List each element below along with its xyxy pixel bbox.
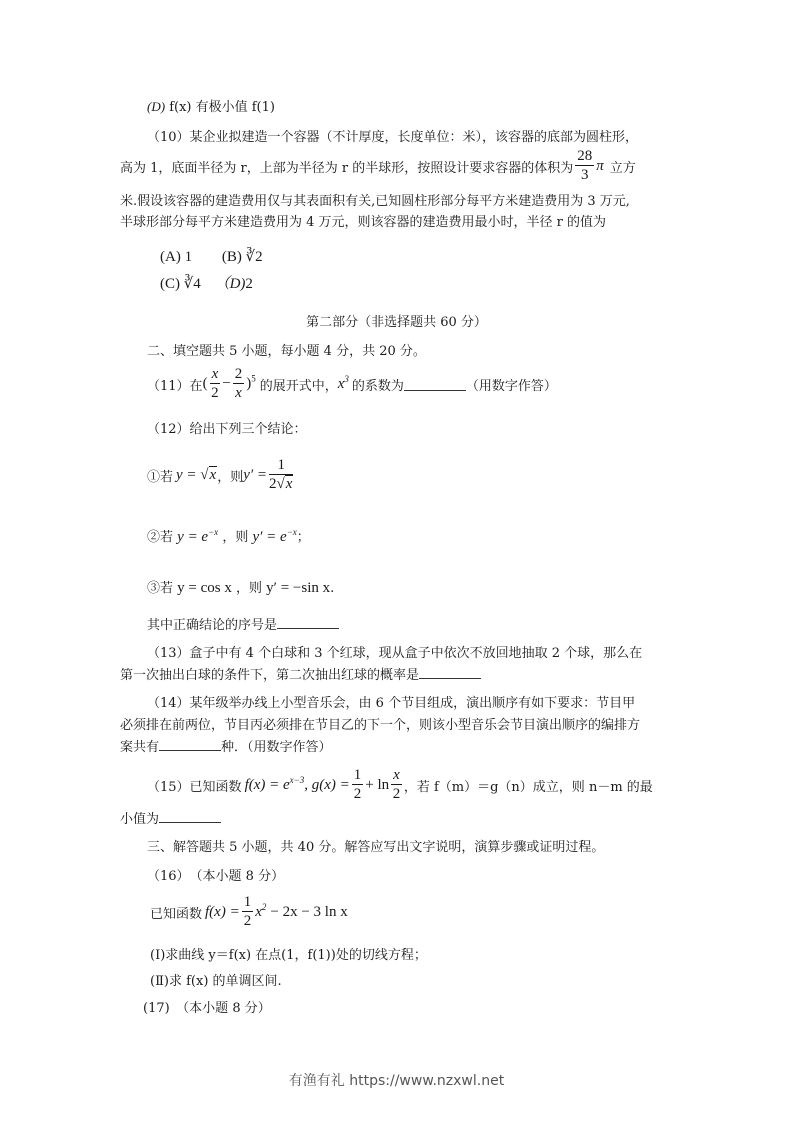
- q10-line3: 米.假设该容器的建造费用仅与其表面积有关,已知圆柱形部分每平方米建造费用为 3 万元,: [120, 194, 630, 209]
- q14-line2: 必须排在前两位，节目丙必须排在节目乙的下一个，则该小型音乐会节目演出顺序的编排方: [120, 718, 641, 733]
- q10-option-a: (A) 1: [160, 249, 193, 265]
- q16-part2: (Ⅱ)求 f(x) 的单调区间.: [150, 974, 282, 989]
- q15-answer-blank[interactable]: [159, 810, 221, 823]
- q15-line1: （15） 已知函数 $f(x) = e^{x-3}$ , g(x) = $\frac{1}{2}$ + ln $\frac{x}{2}$ ，若 f（m）＝g（n）成立，则 n－m 的最: [147, 767, 653, 802]
- q12-answer-blank[interactable]: [277, 616, 339, 629]
- q12-answer: 其中正确结论的序号是: [147, 614, 339, 633]
- q11-answer-blank[interactable]: [404, 378, 466, 391]
- q10-text-2: 高为 1，底面半径为 r，上部为半径为 r 的半球形，按照设计要求容器的体积为: [120, 160, 574, 176]
- q11-post: 的系数为: [351, 378, 404, 394]
- q16-header: （16） （本小题 8 分）: [147, 869, 285, 884]
- q12-conclusion-1: ①若 y = √x ，则 y′ = $\frac{1}{2√x}$: [147, 457, 293, 492]
- q10-volume-denominator: 3: [580, 167, 589, 183]
- q10-line1: [147, 126, 638, 145]
- q9-option-d: [147, 96, 275, 115]
- section3-heading: 三、解答题共 5 小题，共 40 分。解答应写出文字说明，演算步骤或证明过程。: [147, 840, 605, 855]
- part2-title: 第二部分（非选择题共 60 分）: [306, 315, 487, 330]
- q13-line2: 第一次抽出白球的条件下，第二次抽出红球的概率是: [120, 664, 481, 683]
- q14-answer-blank[interactable]: [159, 738, 221, 751]
- footer-watermark: 有渔有礼 https://www.nzxwl.net: [288, 1073, 505, 1089]
- q15-line2: 小值为: [120, 808, 221, 827]
- q14-line3: 案共有 种．（用数字作答）: [120, 740, 332, 755]
- q13-answer-blank[interactable]: [419, 666, 481, 679]
- q17-header: (17) （本小题 8 分）: [143, 1001, 271, 1016]
- q9-option-d-text: f(x) 有极小值 f(1): [169, 100, 275, 115]
- q10-option-b: (B) ∛2: [221, 249, 263, 265]
- q10-options-row1: [160, 247, 263, 266]
- q14-line1: （14）某年级举办线上小型音乐会，由 6 个节目组成，演出顺序有如下要求：节目甲: [147, 696, 636, 711]
- q12-intro: （12）给出下列三个结论：: [147, 422, 307, 437]
- q11-mid: 的展开式中，: [259, 378, 338, 394]
- q11-expression: ( $\frac{x}{2}$ − $\frac{2}{x}$ )$^5$: [202, 366, 256, 401]
- q11-pre: 在: [189, 378, 203, 394]
- q12-conclusion-3: ③若 y = cos x ，则 y′ = −sin x.: [147, 580, 335, 596]
- q10-line2: [120, 146, 636, 186]
- q13-line1: （13）盒子中有 4 个白球和 3 个红球，现从盒子中依次不放回地抽取 2 个球，那么在: [147, 646, 643, 661]
- q16-part1: (Ⅰ)求曲线 y＝f(x) 在点(1，f(1))处的切线方程；: [150, 948, 427, 963]
- q10-text-1: 某企业拟建造一个容器（不计厚度，长度单位：米），该容器的底部为圆柱形，: [189, 130, 639, 145]
- q11-number: （11）: [147, 378, 190, 394]
- q10-volume-numerator: 28: [577, 148, 593, 164]
- q10-option-c: (C) ∛4: [160, 276, 201, 292]
- q10-number: （10）: [147, 130, 190, 145]
- q10-text-2b: 立方: [609, 160, 636, 176]
- section2-heading: 二、填空题共 5 小题，每小题 4 分，共 20 分。: [147, 344, 426, 359]
- q10-option-d: （D)2: [214, 276, 253, 292]
- q12-conclusion-2: ②若 $y = e^{-x}$ ，则 $y' = e^{-x}$；: [147, 527, 310, 545]
- q11-note: （用数字作答）: [465, 378, 557, 394]
- q10-options-row2: [160, 272, 253, 293]
- q9-option-d-label: (D): [147, 99, 166, 114]
- q16-given: 已知函数 f(x) = $\frac{1}{2}$ $x^2$ − 2x − 3 ln x: [150, 894, 348, 929]
- q10-pi: π: [596, 157, 604, 174]
- q10-line4: 半球形部分每平方米建造费用为 4 万元，则该容器的建造费用最小时，半径 r 的值为: [120, 215, 607, 230]
- q11: [147, 364, 557, 404]
- q11-x3: $x^3$: [337, 373, 349, 392]
- q10-volume-fraction: [575, 149, 594, 183]
